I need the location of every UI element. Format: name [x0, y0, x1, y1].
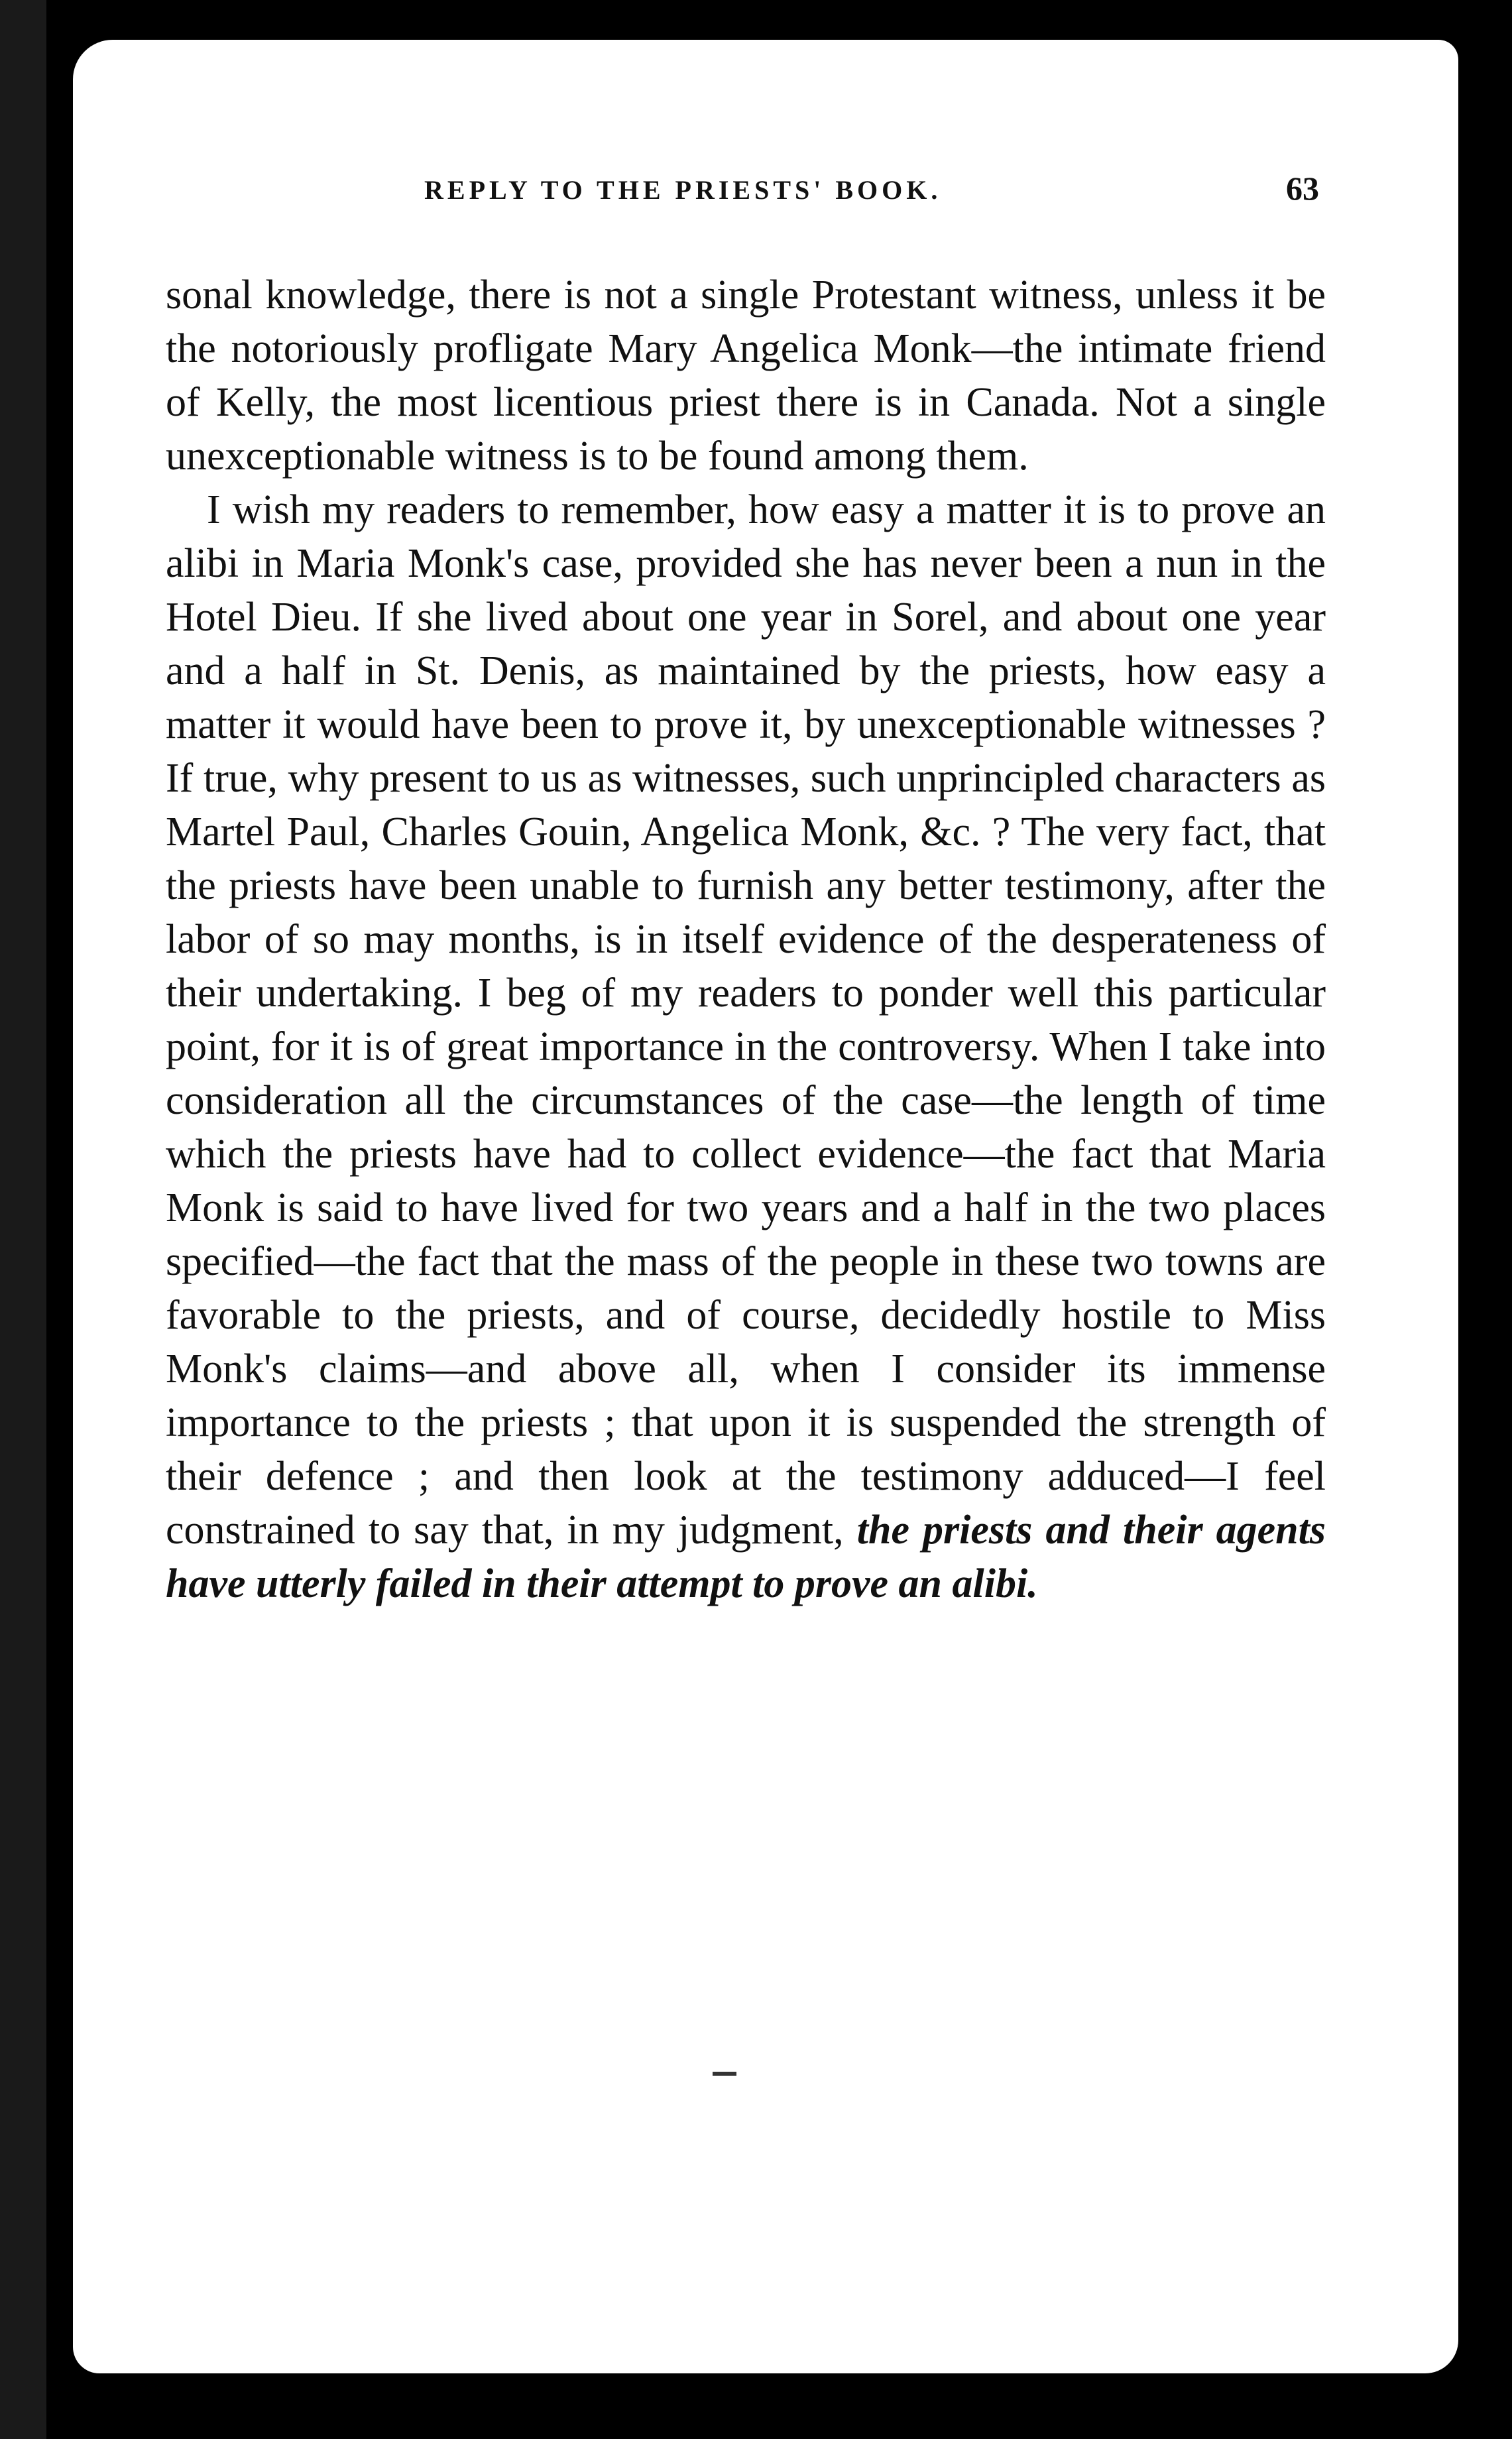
stray-ink-mark — [713, 2072, 736, 2076]
page-header — [351, 169, 1319, 222]
paragraph-1: sonal knowledge, there is not a single Protestant witness, unless it be the notoriously profligate Mary Angelica Monk—the intimate friend of Kelly, the most licentious priest there is in Canada. Not a single unexceptionable witness is to be found among them. — [166, 272, 1326, 479]
paragraph-2-text: I wish my readers to remember, how easy a matter it is to prove an alibi in Maria Monk's case, provided she has never been a nun in the Hotel Dieu. If she lived about one year in Sorel, and about one year and a half in St. Denis, as maintained by the priests, how easy a matter it would have been to prove it, by unexceptionable witnesses ? If true, why present to us as witnesses, such unprincipled characters as Martel Paul, Charles Gouin, Angelica Monk, &c. ? The very fact, that the priests have been unable to furnish any better testimony, after the labor of so may months, is in itself evidence of the desperateness of their undertaking. I beg of my readers to ponder well this particular point, for it is of great importance in the controversy. When I take into consideration all the circumstances of the case—the length of time which the priests have had to collect evidence—the fact that Maria Monk is said to have lived for two years and a half in the two places specified—the fact that the mass of the people in these two towns are favorable to the priests, and of course, decidedly hostile to Miss Monk's claims—and above all, when I consider its immense importance to the priests ; that upon it is suspended the strength of their defence ; and then look at the testimony adduced—I feel constrained to say that, in my judgment, — [166, 487, 1326, 1553]
page-number: 63 — [1286, 170, 1319, 207]
running-title: REPLY TO THE PRIESTS' BOOK. — [424, 175, 942, 205]
paragraph-2 — [166, 483, 1326, 1611]
body-text — [166, 268, 1326, 1611]
scan-edge-left — [0, 0, 46, 2439]
paragraph-2-italic-conclusion: the priests and their agents have utterly failed in their attempt to prove an alibi. — [166, 1508, 1326, 1606]
